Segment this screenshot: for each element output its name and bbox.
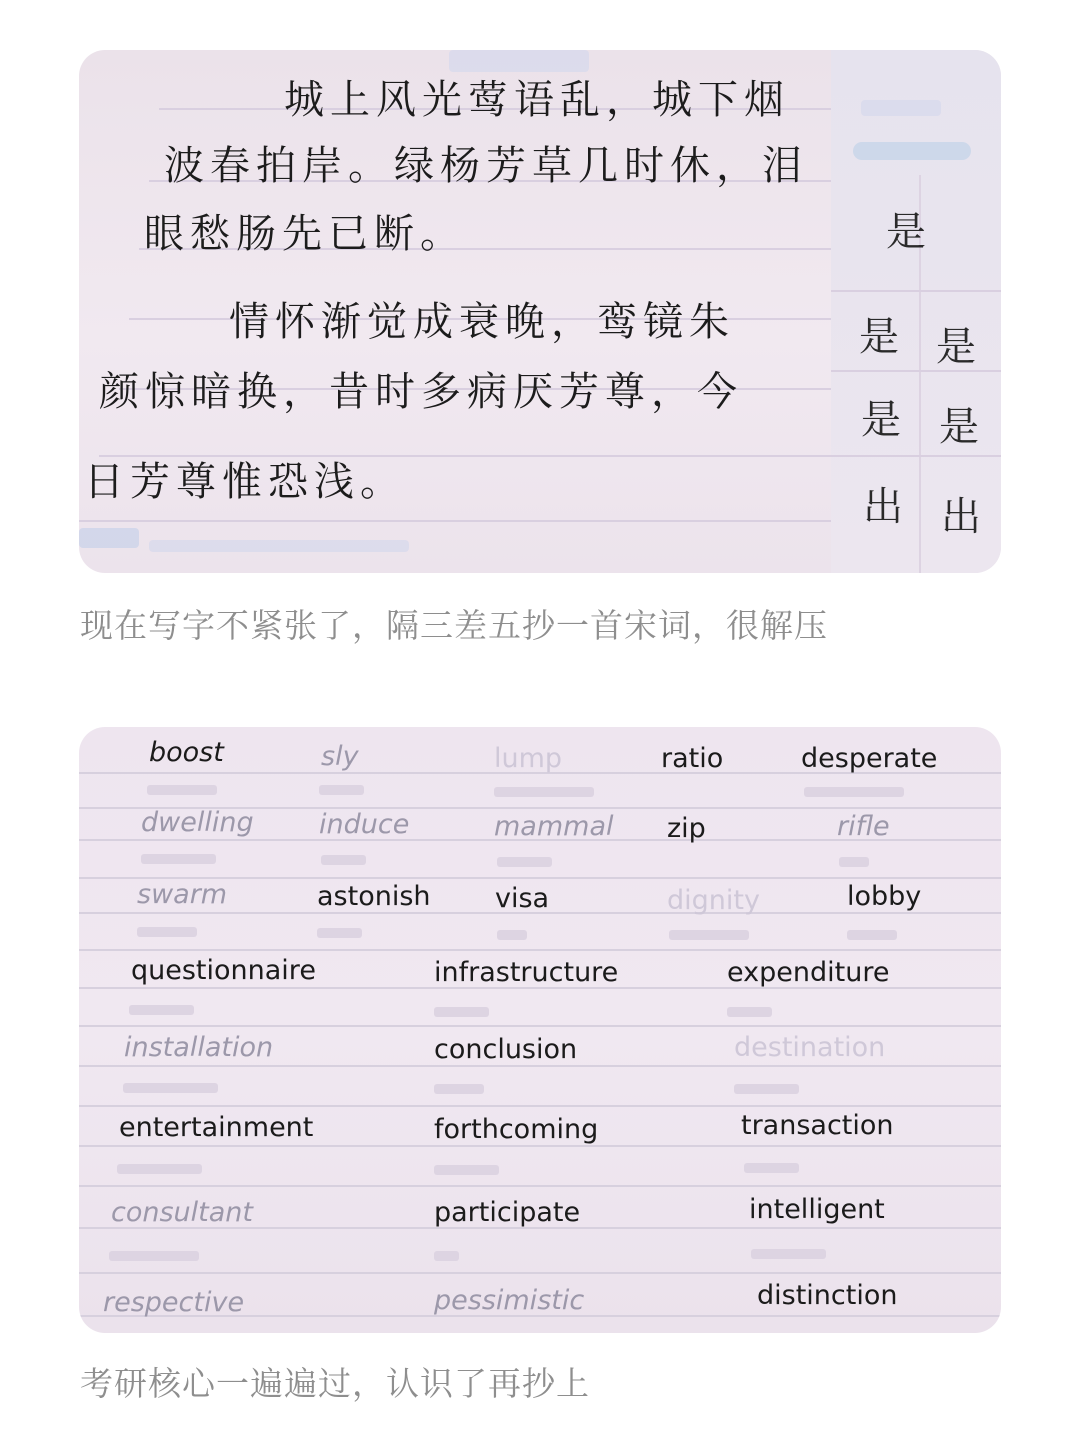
vocab-word: rifle bbox=[837, 811, 890, 842]
calligraphy-line-1: 城上风光莺语乱，城下烟 bbox=[284, 77, 790, 123]
vocab-word: desperate bbox=[801, 743, 938, 774]
gloss-text bbox=[434, 1251, 459, 1261]
gloss-text bbox=[734, 1084, 799, 1094]
gloss-text bbox=[109, 1251, 199, 1261]
gloss-text bbox=[847, 930, 897, 940]
vocab-word: respective bbox=[103, 1287, 245, 1318]
vocab-word: dignity bbox=[667, 885, 760, 916]
calligraphy-line-5: 颜惊暗换，昔时多病厌芳尊，今 bbox=[99, 369, 743, 415]
ruled-line bbox=[79, 1105, 1001, 1107]
vocab-word: forthcoming bbox=[434, 1114, 599, 1145]
vocab-word: lobby bbox=[847, 881, 922, 912]
ruled-line bbox=[79, 1272, 1001, 1274]
gloss-text bbox=[669, 930, 749, 940]
caption-calligraphy: 现在写字不紧张了，隔三差五抄一首宋词，很解压 bbox=[80, 606, 828, 645]
vocab-word: entertainment bbox=[119, 1112, 314, 1143]
calligraphy-photo bbox=[79, 50, 1001, 573]
ruled-line bbox=[79, 949, 1001, 951]
calligraphy-line-6: 日芳尊惟恐浅。 bbox=[84, 459, 406, 505]
vocab-word: sly bbox=[321, 741, 359, 772]
vocab-word: pessimistic bbox=[434, 1285, 585, 1316]
vocab-word: intelligent bbox=[749, 1194, 885, 1225]
calligraphy-line-2: 波春拍岸。绿杨芳草几时休，泪 bbox=[164, 143, 808, 189]
practice-char: 出 bbox=[941, 494, 981, 540]
vocab-word: mammal bbox=[494, 811, 614, 842]
vocab-word: transaction bbox=[741, 1110, 894, 1141]
vocab-word: participate bbox=[434, 1197, 581, 1228]
blurred-pill bbox=[853, 142, 971, 160]
vocab-word: boost bbox=[149, 737, 224, 768]
gloss-text bbox=[497, 930, 527, 940]
vocab-word: dwelling bbox=[141, 807, 254, 838]
caption-vocabulary: 考研核心一遍遍过，认识了再抄上 bbox=[80, 1364, 590, 1403]
gloss-text bbox=[117, 1164, 202, 1174]
vocab-word: conclusion bbox=[434, 1034, 578, 1065]
practice-char: 是 bbox=[859, 314, 899, 360]
vocab-word: destination bbox=[734, 1032, 886, 1063]
gloss-text bbox=[727, 1007, 772, 1017]
practice-char: 是 bbox=[861, 397, 901, 443]
vocab-word: visa bbox=[495, 883, 550, 914]
vocab-word: induce bbox=[319, 809, 410, 840]
ruled-line bbox=[79, 520, 839, 522]
blurred-tag bbox=[79, 528, 139, 548]
vocab-word: zip bbox=[667, 813, 706, 844]
practice-char: 是 bbox=[936, 324, 976, 370]
blurred-label bbox=[861, 100, 941, 116]
grid-line bbox=[831, 290, 1001, 292]
vocab-word: lump bbox=[494, 743, 563, 774]
practice-side-panel bbox=[831, 50, 1001, 573]
gloss-text bbox=[494, 787, 594, 797]
vocab-word: infrastructure bbox=[434, 957, 619, 988]
practice-char: 是 bbox=[886, 209, 926, 255]
gloss-text bbox=[137, 927, 197, 937]
practice-char: 出 bbox=[863, 484, 903, 530]
gloss-text bbox=[434, 1084, 484, 1094]
vocabulary-photo bbox=[79, 727, 1001, 1333]
blurred-text bbox=[149, 540, 409, 552]
practice-char: 是 bbox=[939, 404, 979, 450]
gloss-text bbox=[744, 1163, 799, 1173]
calligraphy-line-4: 情怀渐觉成衰晚，鸾镜朱 bbox=[229, 299, 735, 345]
gloss-text bbox=[434, 1165, 499, 1175]
gloss-text bbox=[751, 1249, 826, 1259]
ruled-line bbox=[79, 1185, 1001, 1187]
vocab-word: installation bbox=[124, 1032, 274, 1063]
gloss-text bbox=[141, 854, 216, 864]
vocab-word: consultant bbox=[111, 1197, 253, 1228]
gloss-text bbox=[321, 855, 366, 865]
gloss-text bbox=[434, 1007, 489, 1017]
vocab-word: astonish bbox=[317, 881, 431, 912]
gloss-text bbox=[147, 785, 217, 795]
ruled-line bbox=[79, 1145, 1001, 1147]
grid-line bbox=[831, 455, 1001, 457]
ruled-line bbox=[79, 1025, 1001, 1027]
vocab-word: distinction bbox=[757, 1280, 898, 1311]
vocab-word: swarm bbox=[137, 879, 228, 910]
vocab-word: expenditure bbox=[727, 957, 890, 988]
gloss-text bbox=[839, 857, 869, 867]
vocab-word: questionnaire bbox=[131, 955, 316, 986]
gloss-text bbox=[129, 1005, 194, 1015]
gloss-text bbox=[317, 928, 362, 938]
gloss-text bbox=[123, 1083, 218, 1093]
gloss-text bbox=[804, 787, 904, 797]
gloss-text bbox=[497, 857, 552, 867]
ruled-line bbox=[79, 1065, 1001, 1067]
vocab-word: ratio bbox=[661, 743, 724, 774]
gloss-text bbox=[319, 785, 364, 795]
calligraphy-line-3: 眼愁肠先已断。 bbox=[144, 211, 466, 257]
